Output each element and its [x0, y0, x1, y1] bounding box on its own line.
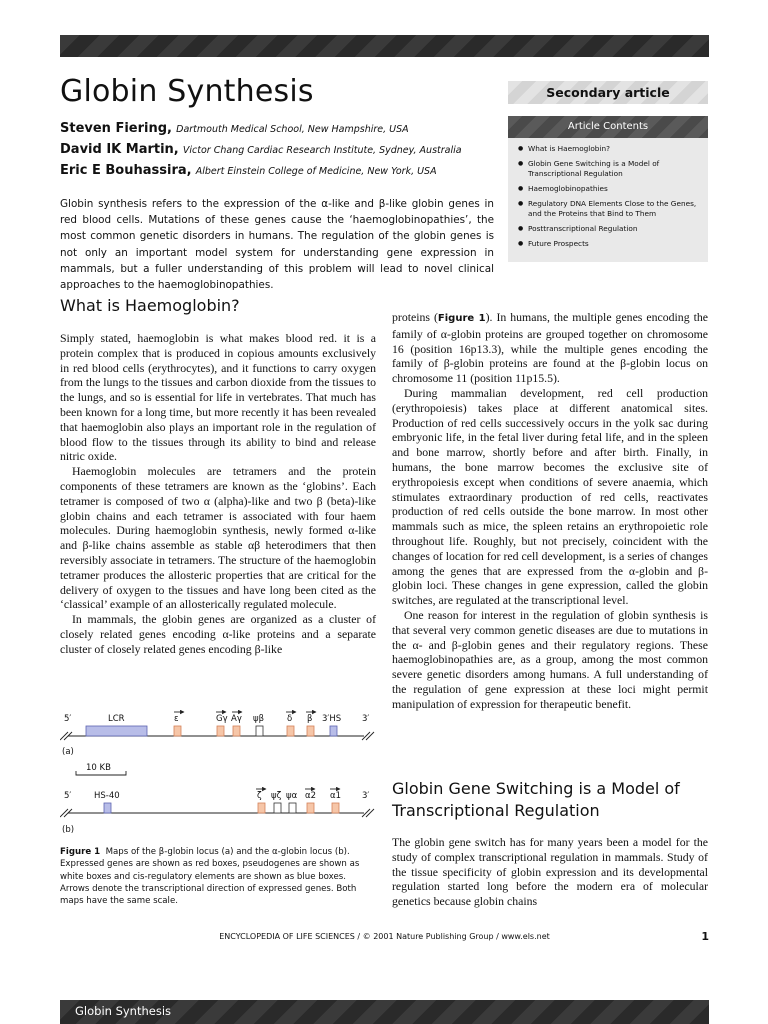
3hs-box	[330, 726, 337, 736]
alpha-hs40-label: HS-40	[94, 791, 120, 801]
break-mark	[60, 809, 68, 817]
article-title: Globin Synthesis	[60, 74, 314, 109]
author-3	[60, 163, 437, 178]
alpha-3prime-label: 3′	[362, 791, 370, 801]
section-heading-what: What is Haemoglobin?	[60, 296, 240, 315]
figure-caption-label: Figure 1	[60, 847, 101, 857]
beta-gene-box	[307, 726, 314, 736]
psialpha-pseudogene-box	[289, 803, 296, 813]
contents-item[interactable]: ● Posttranscriptional Regulation	[518, 224, 700, 234]
author-name: Steven Fiering,	[60, 121, 172, 136]
beta-psibeta-label: ψβ	[253, 714, 265, 724]
contents-heading: Article Contents	[508, 116, 708, 138]
alpha1-gene-box	[332, 803, 339, 813]
psibeta-pseudogene-box	[256, 726, 263, 736]
delta-gene-box	[287, 726, 294, 736]
left-column	[60, 331, 376, 657]
paragraph: Simply stated, haemoglobin is what makes blood red. it is a protein complex that is produced in copious amounts exclusively in red blood cells (erythrocytes), and it functions to carry oxygen from the lungs to the tissues and carbon dioxide from the tissues to the lungs, and so is essential for life in vertebrates. That much has been known for a long time, but more recently it has been revealed that haemoglobin also plays an important role in the regulation of blood flow to the tissues through its ability to bind and release nitric oxide.	[60, 331, 376, 464]
epsilon-gene-box	[174, 726, 181, 736]
scale-bar-label: 10 KB	[86, 763, 111, 773]
author-name: David IK Martin,	[60, 142, 179, 157]
paragraph: During mammalian development, red cell production (erythropoiesis) takes place at different anatomical sites. Production of red cells successively occurs in the yolk sac during embryonic life, in the fetal liver during fetal life, and in the spleen and bone marrow, shortly before and after birth. Finally, in humans, the bone marrow becomes the exclusive site of erythropoiesis except when conditions of severe anaemia, which stimulates extraordinary production of red cells, reactivates production of red cells outside the bone marrow. In most other mammals such as mice, the spleen retains an erythropoietic role throughout life. Roughly, but not precisely, coincident with the changes of location for red cell development, is a series of changes among the genes that are expressed from the α-globin and β-globin loci. These changes in gene expression, called the globin switches, are regulated at the transcriptional level.	[392, 385, 708, 608]
paragraph: One reason for interest in the regulation of globin synthesis is that several very common genetic diseases are due to mutations in the α- and β-globin genes and their regulatory regions. These haemoglobinopathies are, as a group, among the most common severe genetic disorders among humans. A full understanding of the regulation of gene expression at these loci might permit manipulation of expression for therapeutic benefit.	[392, 607, 708, 711]
section-heading-switching: Globin Gene Switching is a Model of Transcriptional Regulation	[392, 779, 680, 820]
contents-item[interactable]: ● What is Haemoglobin?	[518, 144, 700, 154]
agamma-gene-box	[233, 726, 240, 736]
figure-caption-text: Maps of the β-globin locus (a) and the α-globin locus (b). Expressed genes are shown as red boxes, pseudogenes are shown as white boxes and cis-regulatory elements are shown as blue boxes. Arrows denote the transcriptional direction of expressed genes. Both maps have the same scale.	[60, 847, 360, 907]
author-2	[60, 142, 462, 157]
contents-item[interactable]: ● Haemoglobinopathies	[518, 184, 700, 194]
author-name: Eric E Bouhassira,	[60, 163, 192, 178]
alpha-zeta-label: ζ	[257, 791, 262, 801]
beta-3prime-label: 3′	[362, 714, 370, 724]
right-column	[392, 310, 708, 712]
alpha-5prime-label: 5′	[64, 791, 72, 801]
zeta-gene-box	[258, 803, 265, 813]
alpha2-gene-box	[307, 803, 314, 813]
contents-item[interactable]: ● Regulatory DNA Elements Close to the Genes, and the Proteins that Bind to Them	[518, 199, 700, 219]
beta-3hs-label: 3′HS	[322, 714, 342, 724]
paragraph: In mammals, the globin genes are organized as a cluster of closely related genes encoding α-like proteins and a separate cluster of closely related genes encoding β-like	[60, 612, 376, 656]
beta-delta-label: δ	[287, 714, 293, 724]
panel-b-label: (b)	[62, 825, 75, 835]
header-stripe	[60, 35, 709, 57]
author-affiliation: Dartmouth Medical School, New Hampshire, USA	[176, 124, 409, 135]
beta-ggamma-label: Gγ	[216, 714, 228, 724]
article-type-badge: Secondary article	[508, 81, 708, 104]
alpha-psialpha-label: ψα	[286, 791, 298, 801]
hs40-box	[104, 803, 111, 813]
abstract: Globin synthesis refers to the expression of the α-like and β-like globin genes in red blood cells. Mutations of these genes cause the ‘haemoglobinopathies’, the most common genetic disorders in humans. The regulation of the globin genes is not only an important model system for understanding gene expression in mammals, but a fuller understanding of this problem will lead to novel clinical approaches to the haemoglobinopathies.	[60, 198, 494, 292]
figure-reference[interactable]: Figure 1	[437, 313, 486, 324]
break-mark	[60, 732, 68, 740]
page-number: 1	[701, 930, 709, 943]
alpha-alpha1-label: α1	[330, 791, 342, 801]
beta-beta-label: β	[307, 714, 313, 724]
right-column-lower	[392, 835, 708, 909]
beta-agamma-label: Aγ	[231, 714, 242, 724]
lcr-box	[86, 726, 147, 736]
footer-source: ENCYCLOPEDIA OF LIFE SCIENCES / © 2001 Nature Publishing Group / www.els.net	[219, 932, 550, 941]
paragraph	[392, 310, 708, 386]
beta-lcr-label: LCR	[108, 714, 125, 724]
beta-5prime-label: 5′	[64, 714, 72, 724]
paragraph: Haemoglobin molecules are tetramers and the protein components of these tetramers are known as the ‘globins’. Each tetramer is composed of two α (alpha)-like and two β (beta)-like globin chains and each tetramer is associated with four haem molecules. During haemoglobin synthesis, newly formed α-like and β-like chains assemble as stable αβ heterodimers that then reversibly associate in tetramers. The structure of the haemoglobin tetramer produces the allosteric properties that are critical for the delivery of oxygen to the tissues and have long been cited as the ‘classical’ example of an allosterically regulated molecule.	[60, 464, 376, 612]
article-contents	[508, 138, 708, 262]
contents-item[interactable]: ● Future Prospects	[518, 239, 700, 249]
author-affiliation: Victor Chang Cardiac Research Institute, Sydney, Australia	[182, 145, 462, 156]
author-affiliation: Albert Einstein College of Medicine, New York, USA	[195, 166, 437, 177]
alpha-alpha2-label: α2	[305, 791, 317, 801]
paragraph-continuation-rest: ). In humans, the multiple genes encoding the family of α-globin proteins are grouped together on chromosome 16 (position 16p13.3), while the multiple genes encoding the family of β-globin proteins are found at the β-globin locus on chromosome 11 (position 11p15.5).	[392, 310, 708, 386]
running-title: Globin Synthesis	[75, 1004, 172, 1018]
globin-locus-figure	[60, 705, 380, 845]
alpha-psizeta-label: ψζ	[271, 791, 282, 801]
figure-caption	[60, 846, 376, 907]
ggamma-gene-box	[217, 726, 224, 736]
beta-epsilon-label: ε	[174, 714, 179, 724]
author-1	[60, 121, 409, 136]
paragraph-continuation: proteins (	[392, 310, 438, 324]
paragraph: The globin gene switch has for many years been a model for the study of complex transcriptional regulation in mammals. Study of the tissue specificity of globin expression and its developmental regulation started long before the modern era of molecular genetics because globin chains	[392, 835, 708, 909]
contents-item[interactable]: ● Globin Gene Switching is a Model of Transcriptional Regulation	[518, 159, 700, 179]
break-mark	[366, 732, 374, 740]
break-mark	[366, 809, 374, 817]
panel-a-label: (a)	[62, 747, 74, 757]
psizeta-pseudogene-box	[274, 803, 281, 813]
